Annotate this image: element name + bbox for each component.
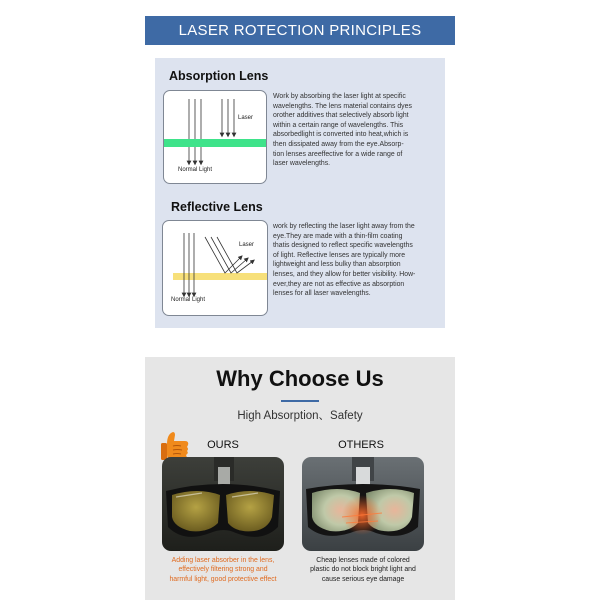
absorption-lens-band: [164, 139, 266, 147]
description-line: of light. Reflective lenses are typically more: [273, 251, 406, 259]
description-line: within a certain range of wavelengths. This: [273, 121, 404, 129]
laser-label: Laser: [238, 115, 254, 121]
reflective-description: [273, 222, 445, 299]
description-line: work by reflecting the laser light away from the: [273, 223, 415, 230]
description-line: laser wavelengths.: [273, 160, 331, 168]
laser-reflected-ray: [205, 237, 241, 273]
description-line: lenses, and they allow for better visibility. How-: [273, 270, 416, 278]
others-caption: [293, 556, 433, 584]
description-line: ever,they are not as effective as absorption: [273, 280, 405, 288]
header-banner: [145, 16, 455, 45]
normal-light-label: Normal Light: [178, 167, 213, 173]
caption-line: Adding laser absorber in the lens,: [171, 557, 275, 564]
description-line: thatis designed to reflect specific wavelengths: [273, 242, 413, 250]
why-subtitle: High Absorption、Safety: [237, 410, 363, 422]
others-goggles-image: [302, 457, 424, 551]
description-line: wavelengths. The lens material contains dyes: [273, 102, 412, 110]
normal-light-label: Normal Light: [171, 297, 206, 303]
ours-caption: [153, 556, 293, 584]
ours-label: OURS: [207, 439, 239, 451]
description-line: Work by absorbing the laser light at specific: [273, 93, 406, 100]
description-line: tion lenses areeffective for a wide range of: [273, 150, 403, 158]
reflective-lens-band: [173, 273, 267, 280]
why-title: Why Choose Us: [216, 366, 384, 391]
absorption-diagram: [163, 90, 267, 184]
description-line: eye.They are made with a thin-film coating: [273, 232, 403, 240]
description-line: orother additives that selectively absorb light: [273, 112, 409, 120]
reflective-diagram: [162, 220, 268, 316]
others-goggles-photo: [302, 457, 424, 551]
ours-goggles-photo: [162, 457, 284, 551]
laser-label: Laser: [239, 242, 255, 248]
principles-panel: [155, 58, 445, 328]
description-line: absorbedlight is converted into heat,which is: [273, 131, 409, 139]
others-label: OTHERS: [338, 439, 384, 451]
caption-line: Cheap lenses made of colored: [316, 557, 410, 564]
why-choose-us-section: [145, 357, 455, 600]
description-line: lenses for all laser wavelengths.: [273, 290, 371, 298]
absorption-description: [273, 92, 445, 169]
caption-line: plastic do not block bright light and: [310, 566, 416, 574]
title-underline: [281, 400, 319, 402]
header-title: LASER ROTECTION PRINCIPLES: [178, 22, 422, 39]
caption-line: harmful light, good protective effect: [169, 575, 277, 583]
description-line: then dissipated away from the eye.Absorp-: [273, 140, 404, 148]
description-line: lightweight and less bulky than absorption: [273, 261, 401, 269]
caption-line: effectively filtering strong and: [178, 566, 268, 574]
caption-line: cause serious eye damage: [321, 575, 405, 583]
absorption-title: Absorption Lens: [169, 69, 269, 83]
ours-goggles-image: [162, 457, 284, 551]
reflective-title: Reflective Lens: [171, 200, 263, 214]
